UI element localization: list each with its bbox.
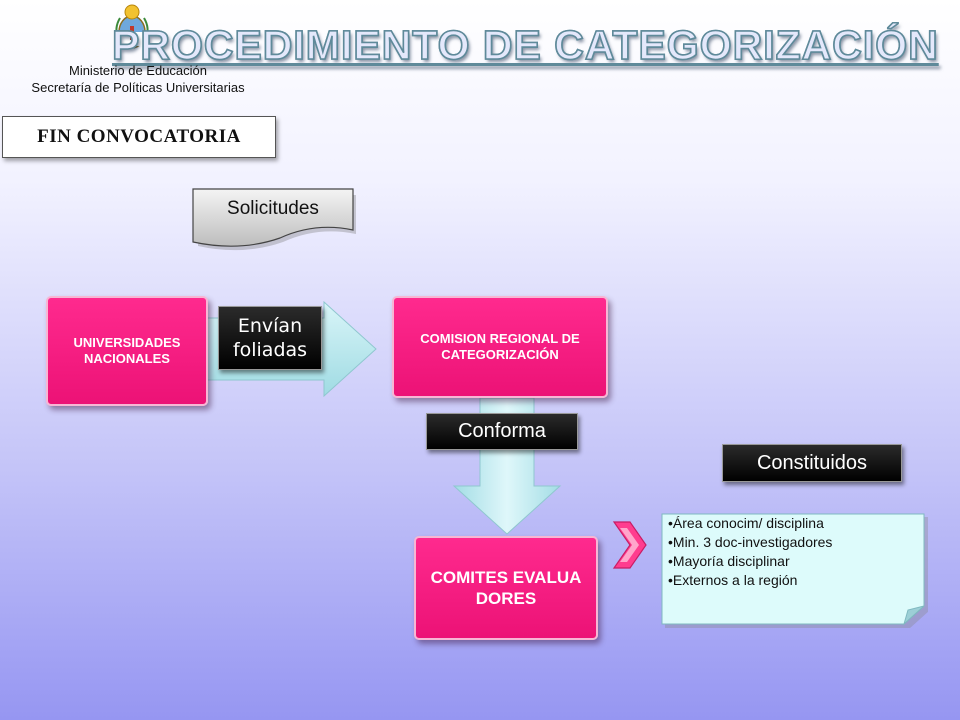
solicitudes-label: Solicitudes <box>227 198 319 219</box>
secretariat-name: Secretaría de Políticas Universitarias <box>31 80 245 95</box>
comision-box: COMISION REGIONAL DE CATEGORIZACIÓN <box>392 296 608 398</box>
page-title: PROCEDIMIENTO DE CATEGORIZACIÓN <box>112 22 939 68</box>
universidades-box: UNIVERSIDADES NACIONALES <box>46 296 208 406</box>
list-item: • Externos a la región <box>668 571 924 590</box>
ministry-name: Ministerio de Educación <box>68 63 208 78</box>
list-item: • Área conocim/ disciplina <box>668 514 924 533</box>
ministry-header <box>0 62 276 96</box>
criteria-list <box>668 514 924 590</box>
list-item: • Min. 3 doc-investigadores <box>668 533 924 552</box>
constituidos-label: Constituidos <box>722 444 902 482</box>
stage-label: FIN CONVOCATORIA <box>2 116 276 158</box>
conforma-label: Conforma <box>426 413 578 450</box>
comites-box <box>414 536 598 640</box>
list-item: • Mayoría disciplinar <box>668 552 924 571</box>
envian-label: Envían foliadas <box>218 306 322 370</box>
comites-label: COMITES EVALUADORES <box>430 568 582 608</box>
chevron-right-icon <box>612 520 648 570</box>
